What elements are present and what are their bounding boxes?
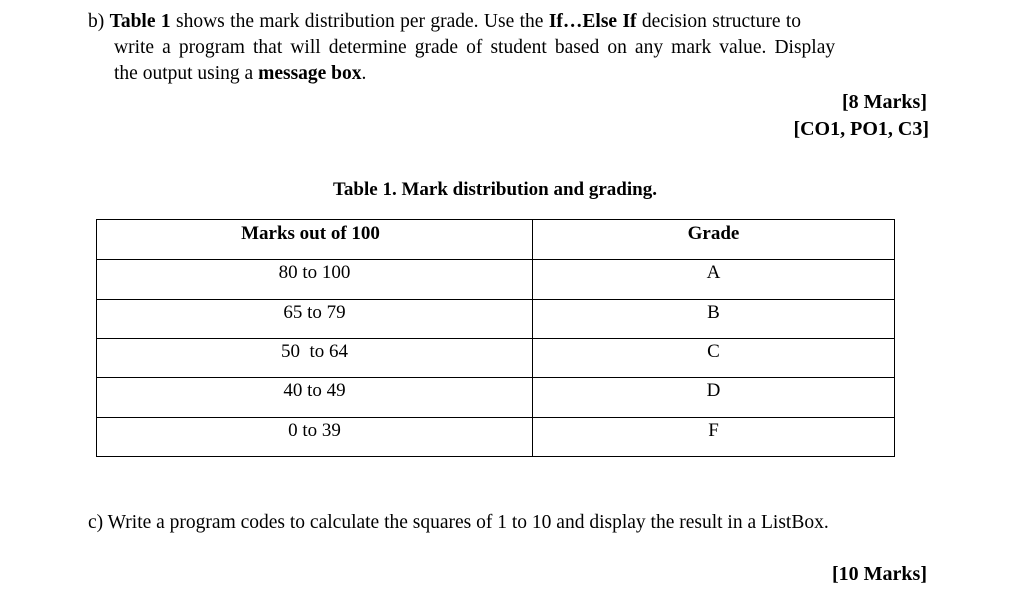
table-row — [97, 260, 895, 299]
table-caption: Table 1. Mark distribution and grading. — [333, 179, 657, 200]
question-b-marks: [8 Marks] — [842, 91, 927, 113]
table-row — [97, 378, 895, 417]
question-b — [88, 9, 918, 87]
grade-cell: F — [533, 417, 895, 456]
marks-cell: 80 to 100 — [97, 260, 533, 299]
question-b-line-1: b) Table 1 shows the mark distribution per grade. Use the If…Else If decision structure to — [88, 11, 802, 32]
table-row — [97, 339, 895, 378]
grading-table — [96, 219, 895, 457]
header-marks: Marks out of 100 — [97, 220, 533, 260]
question-b-line-3: the output using a message box. — [114, 63, 367, 84]
marks-cell: 0 to 39 — [97, 417, 533, 456]
marks-cell: 50 to 64 — [97, 339, 533, 378]
question-b-line-2: write a program that will determine grade of student based on any mark value. Display — [114, 37, 836, 58]
table-header-row — [97, 220, 895, 260]
marks-cell: 65 to 79 — [97, 299, 533, 338]
question-b-outcomes: [CO1, PO1, C3] — [793, 118, 929, 140]
grade-cell: D — [533, 378, 895, 417]
question-b-label: b) — [88, 11, 105, 32]
message-box-term: message box — [258, 63, 362, 84]
table-row — [97, 299, 895, 338]
table-row — [97, 417, 895, 456]
decision-structure-term: If…Else If — [548, 11, 637, 32]
question-c: c) Write a program codes to calculate the squares of 1 to 10 and display the result in a ListBox. — [88, 512, 829, 533]
table-reference: Table 1 — [109, 11, 171, 32]
grade-cell: B — [533, 299, 895, 338]
header-grade: Grade — [533, 220, 895, 260]
grade-cell: A — [533, 260, 895, 299]
question-c-marks: [10 Marks] — [832, 563, 927, 585]
marks-cell: 40 to 49 — [97, 378, 533, 417]
grade-cell: C — [533, 339, 895, 378]
